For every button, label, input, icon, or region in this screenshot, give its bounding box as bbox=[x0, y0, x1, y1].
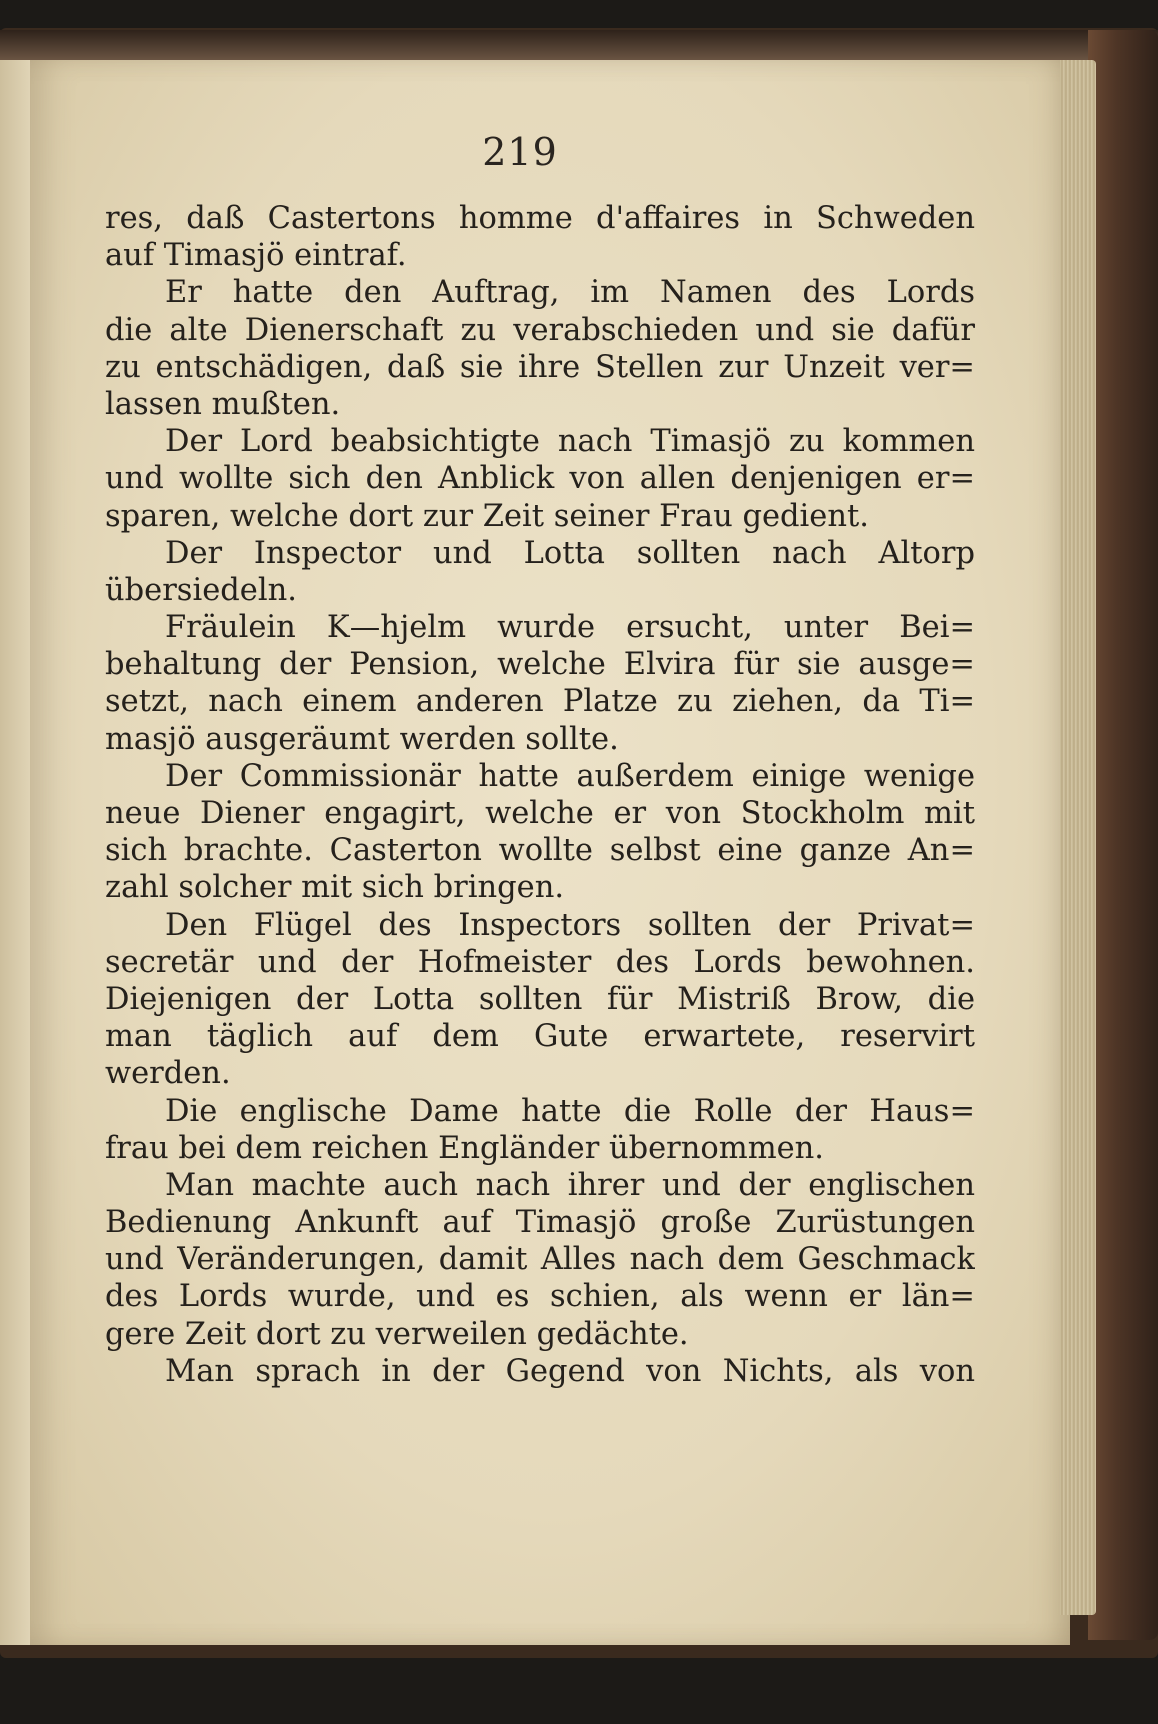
text-line: Er hatte den Auftrag, im Namen des Lords bbox=[165, 275, 975, 311]
text-line: auf Timasjö eintraf. bbox=[105, 238, 407, 274]
text-line: sparen, welche dort zur Zeit seiner Frau gedient. bbox=[105, 498, 869, 534]
text-line: neue Diener engagirt, welche er von Stockholm mit bbox=[105, 796, 975, 831]
page-edges bbox=[1060, 60, 1096, 1615]
text-line: Der Lord beabsichtigte nach Timasjö zu kommen bbox=[165, 424, 975, 460]
page-number: 219 bbox=[482, 130, 558, 174]
text-line: frau bei dem reichen Engländer übernommen. bbox=[105, 1130, 824, 1166]
text-line: gere Zeit dort zu verweilen gedächte. bbox=[105, 1316, 689, 1352]
text-line: werden. bbox=[105, 1056, 231, 1092]
text-line: res, daß Castertons homme d'affaires in Schweden bbox=[105, 201, 975, 236]
text-line: Der Commissionär hatte außerdem einige wenige bbox=[165, 758, 975, 794]
cover-top-edge bbox=[0, 30, 1158, 60]
text-line: und wollte sich den Anblick von allen denjenigen er= bbox=[105, 461, 975, 497]
text-line: Der Inspector und Lotta sollten nach Altorp bbox=[165, 535, 975, 571]
text-line: masjö ausgeräumt werden sollte. bbox=[105, 721, 619, 757]
book-page bbox=[30, 60, 1070, 1645]
text-line: Fräulein K—hjelm wurde ersucht, unter Bei= bbox=[165, 610, 975, 646]
text-line: behaltung der Pension, welche Elvira für sie ausge= bbox=[105, 647, 975, 683]
text-line: zu entschädigen, daß sie ihre Stellen zur Unzeit ver= bbox=[105, 349, 975, 385]
cover-right-edge bbox=[1088, 30, 1158, 1640]
page-gutter bbox=[0, 60, 30, 1645]
text-line: man täglich auf dem Gute erwartete, reservirt bbox=[105, 1019, 975, 1055]
text-line: Den Flügel des Inspectors sollten der Privat= bbox=[165, 907, 975, 943]
text-line: setzt, nach einem anderen Platze zu ziehen, da Ti= bbox=[105, 684, 975, 720]
text-line: übersiedeln. bbox=[105, 572, 297, 608]
text-line: Diejenigen der Lotta sollten für Mistriß Brow, die bbox=[105, 981, 975, 1017]
text-line: und Veränderungen, damit Alles nach dem Geschmack bbox=[105, 1242, 975, 1278]
text-line: Die englische Dame hatte die Rolle der Haus= bbox=[165, 1093, 975, 1129]
text-line: lassen mußten. bbox=[105, 386, 341, 422]
text-line: Man machte auch nach ihrer und der englischen bbox=[165, 1167, 975, 1203]
text-line: die alte Dienerschaft zu verabschieden und sie dafür bbox=[105, 312, 975, 348]
text-line: secretär und der Hofmeister des Lords bewohnen. bbox=[105, 944, 975, 980]
text-line: sich brachte. Casterton wollte selbst eine ganze An= bbox=[105, 833, 975, 869]
text-line: Bedienung Ankunft auf Timasjö große Zurüstungen bbox=[105, 1205, 975, 1241]
text-line: zahl solcher mit sich bringen. bbox=[105, 870, 565, 906]
text-line: Man sprach in der Gegend von Nichts, als von bbox=[165, 1353, 975, 1389]
text-line: des Lords wurde, und es schien, als wenn er län= bbox=[105, 1279, 975, 1315]
body-text bbox=[105, 200, 975, 1390]
